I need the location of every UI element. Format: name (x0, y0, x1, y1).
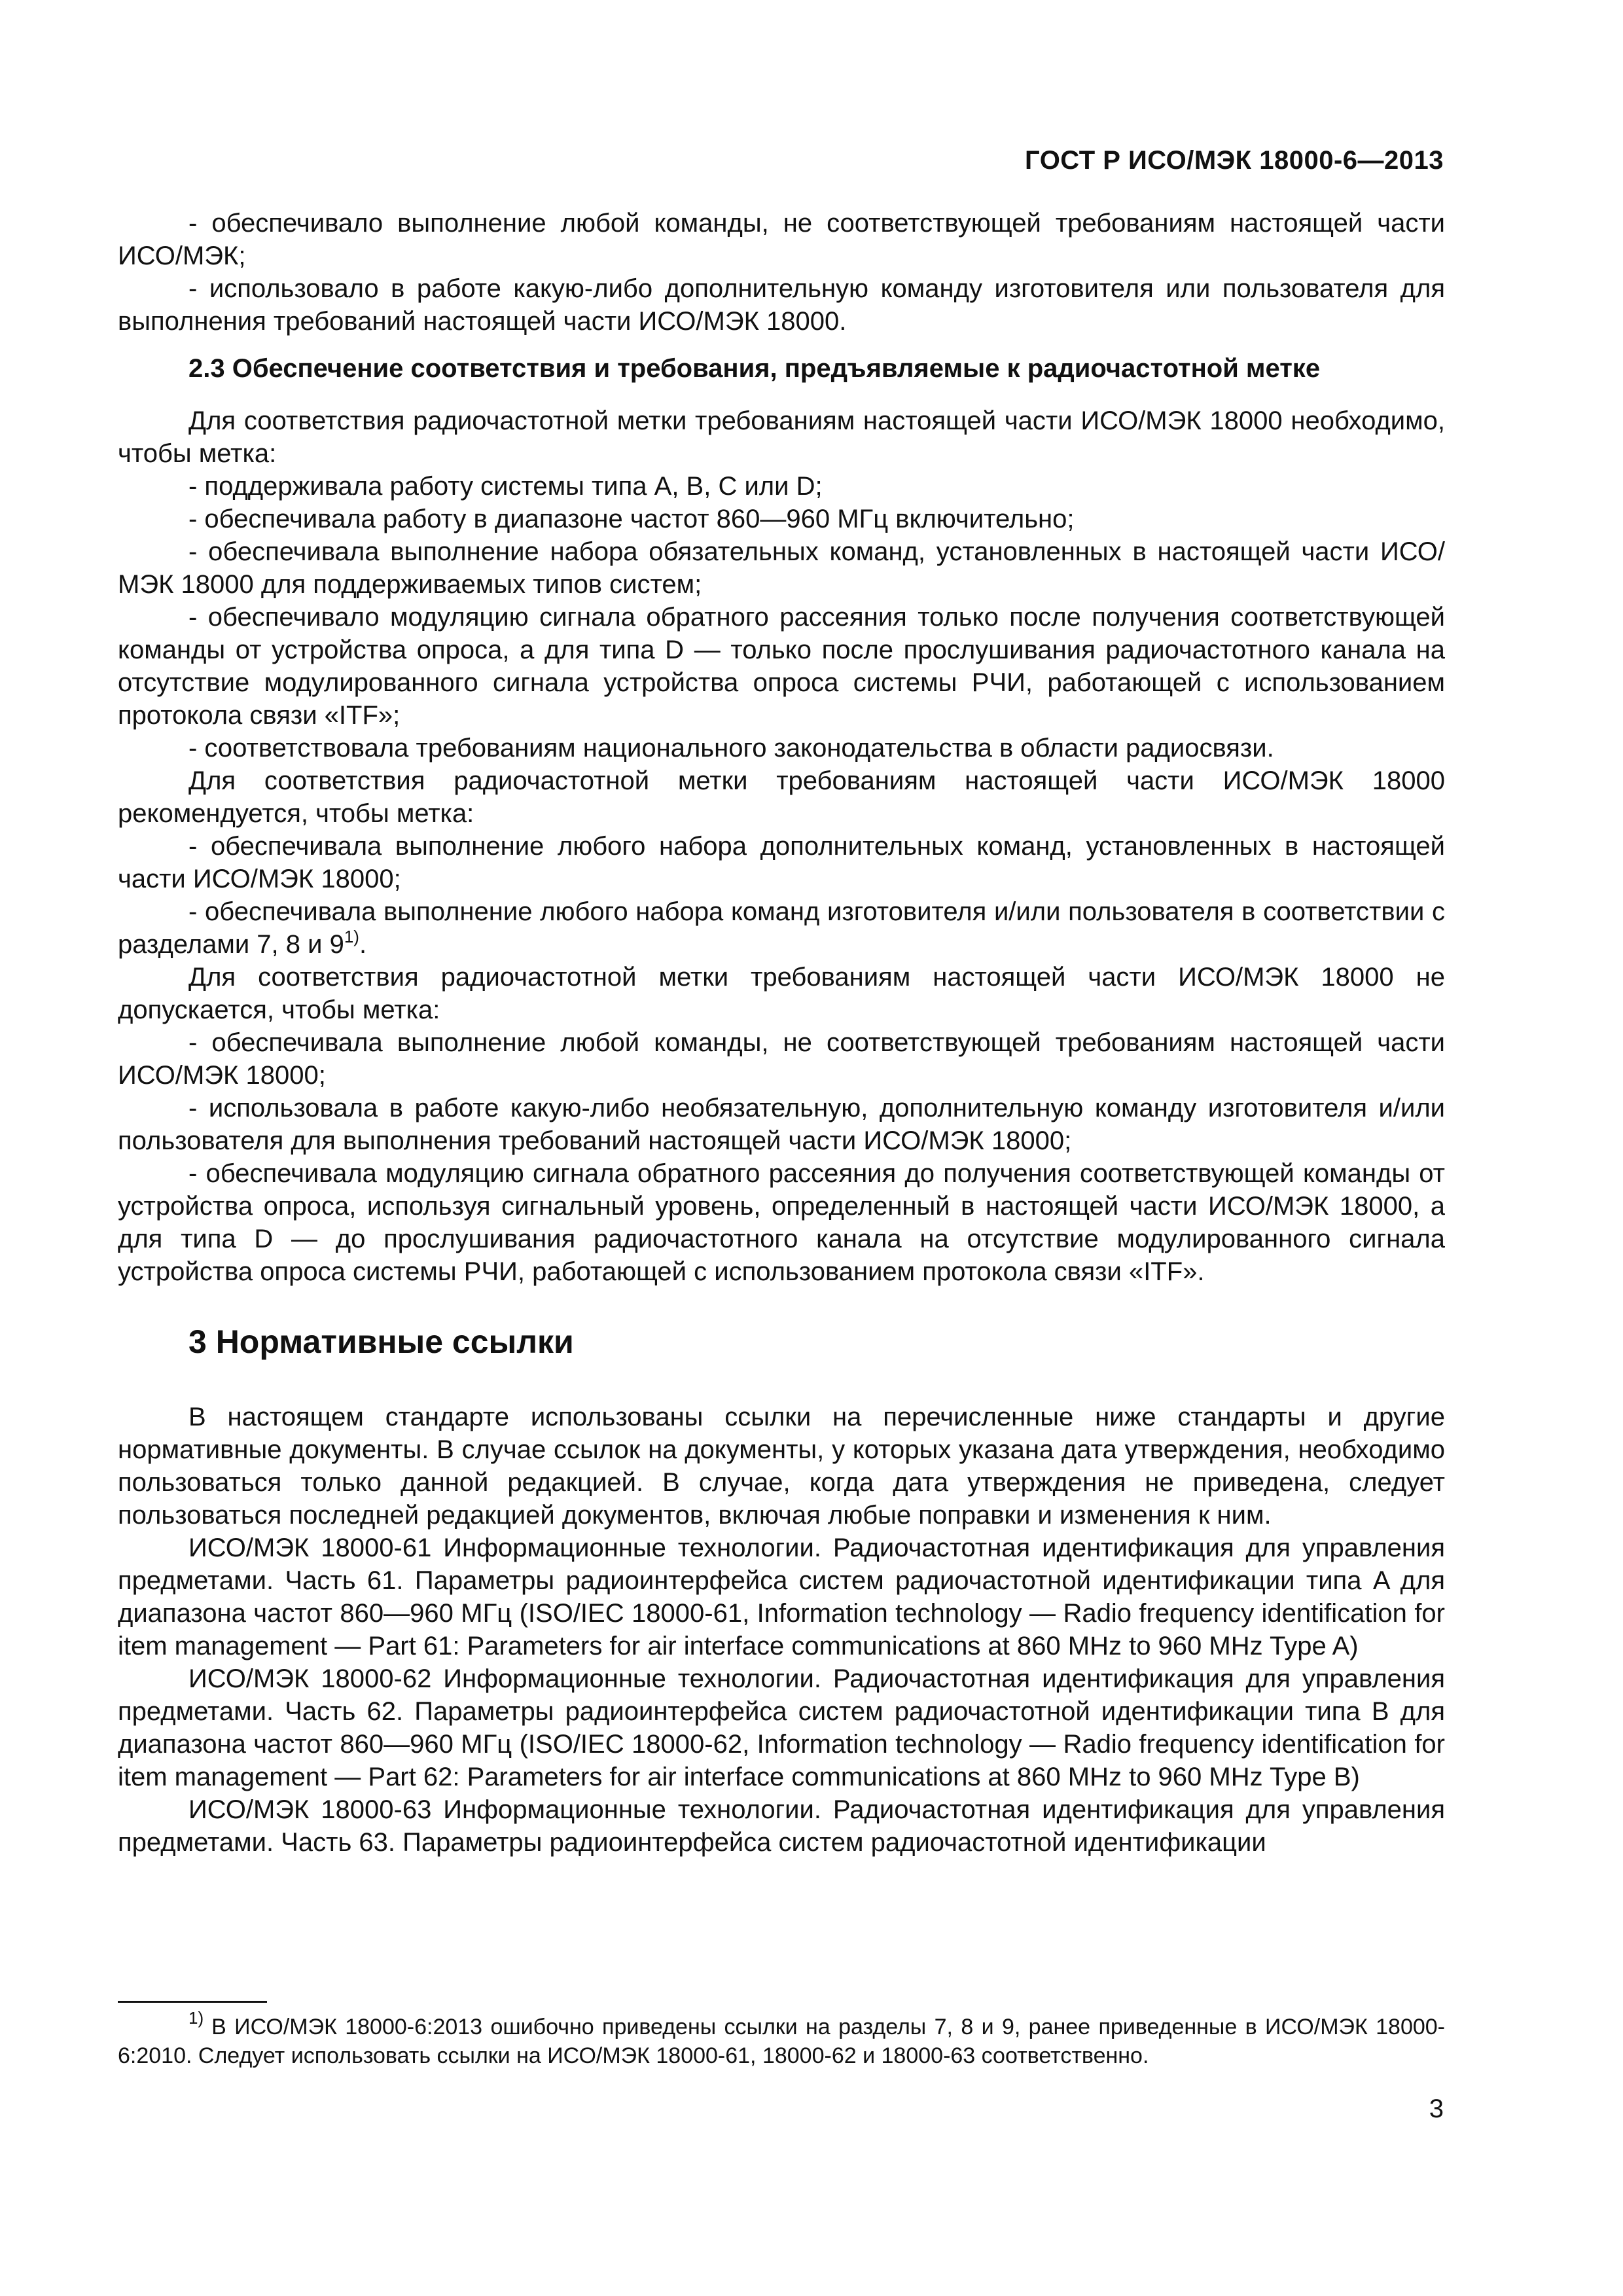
list-item: - обеспечивала выполнение любой команды, не соответствующей требованиям настоящей части ИСО/МЭК 18000; (118, 1028, 1445, 1090)
footnote-divider (118, 2001, 267, 2003)
list-item: - соответствовала требованиям национального законодательства в области радиосвязи. (188, 734, 1274, 762)
list-item-end: . (359, 930, 367, 959)
list-item: - обеспечивало выполнение любой команды, не соответствующей требованиям настоящей части ИСО/МЭК; (118, 209, 1445, 270)
list-item-with-footnote (118, 895, 1445, 961)
reference-entry: ИСО/МЭК 18000-61 Информационные технологии. Радиочастотная идентификация для управления предметами. Часть 61. Параметры радиоинтерфейса систем радиочастотной идентификации типа A для диапазона частот 860—960 МГц (ISO/IEC 18000-61, Information technology — Radio frequency identification for item management — Part 61: Parameters for air interface communications at 860 MHz to 960 MHz Type A) (118, 1534, 1445, 1660)
paragraph: Для соответствия радиочастотной метки требованиям настоящей части ИСО/МЭК 18000 не допускается, чтобы метка: (118, 963, 1445, 1024)
footnote: $^{1)}$ В ИСО/МЭК 18000-6:2013 ошибочно приведены ссылки на разделы 7, 8 и 9, ранее приведенные в ИСО/МЭК 18000-6:2010. Следует использовать ссылки на ИСО/МЭК 18000-61, 18000-62 и 18000-63 соответственно. (118, 2008, 1445, 2068)
reference-entry: ИСО/МЭК 18000-63 Информационные технологии. Радиочастотная идентификация для управления предметами. Часть 63. Параметры радиоинтерфейса систем радиочастотной идентификации (118, 1795, 1445, 1857)
section-heading: 3 Нормативные ссылки (188, 1323, 574, 1360)
reference-entry: ИСО/МЭК 18000-62 Информационные технологии. Радиочастотная идентификация для управления предметами. Часть 62. Параметры радиоинтерфейса систем радиочастотной идентификации типа B для диапазона частот 860—960 МГц (ISO/IEC 18000-62, Information technology — Radio frequency identification for item management — Part 62: Parameters for air interface communications at 860 MHz to 960 MHz Type B) (118, 1664, 1445, 1791)
list-item: - обеспечивало модуляцию сигнала обратного рассеяния только после получения соответствующей команды от устройства опроса, а для типа D — только после прослушивания радиочастотного канала на отсутствие модулированного сигнала устройства опроса системы РЧИ, работающей с использованием протокола связи «ITF»; (118, 603, 1445, 730)
paragraph: Для соответствия радиочастотной метки требованиям настоящей части ИСО/МЭК 18000 рекомендуется, чтобы метка: (118, 766, 1445, 828)
footnote-text: В ИСО/МЭК 18000-6:2013 ошибочно приведены ссылки на разделы 7, 8 и 9, ранее приведенные в ИСО/МЭК 18000-6:2010. Следует использовать ссылки на ИСО/МЭК 18000-61, 18000-62 и 18000-63 соответственно. (118, 2015, 1445, 2068)
footnote-reference[interactable]: 1) (344, 927, 359, 946)
paragraph: Для соответствия радиочастотной метки требованиям настоящей части ИСО/МЭК 18000 необходимо, чтобы метка: (118, 406, 1445, 468)
list-item-text: - обеспечивала выполнение любого набора команд изготовителя и/или пользователя в соответствии с разделами 7, 8 и 9 (118, 897, 1445, 959)
list-item: - обеспечивала выполнение набора обязательных команд, установленных в настоящей части ИСО/МЭК 18000 для поддерживаемых типов систем; (118, 537, 1445, 599)
list-item: - обеспечивала выполнение любого набора дополнительных команд, установленных в настоящей части ИСО/МЭК 18000; (118, 832, 1445, 893)
paragraph: В настоящем стандарте использованы ссылки на перечисленные ниже стандарты и другие нормативные документы. В случае ссылок на документы, у которых указана дата утверждения, необходимо пользоваться только данной редакцией. В случае, когда дата утверждения не приведена, следует пользоваться последней редакцией документов, включая любые поправки и изменения к ним. (118, 1403, 1445, 1530)
main-text (118, 207, 1445, 1859)
subsection-heading: 2.3 Обеспечение соответствия и требования, предъявляемые к радиочастотной метке (188, 354, 1321, 383)
standard-designation: ГОСТ Р ИСО/МЭК 18000-6—2013 (1025, 146, 1444, 175)
list-item: - поддерживала работу системы типа A, B, C или D; (188, 472, 823, 501)
page-number: 3 (1429, 2094, 1444, 2123)
list-item: - обеспечивала работу в диапазоне частот 860—960 МГц включительно; (188, 505, 1075, 533)
list-item: - использовало в работе какую-либо дополнительную команду изготовителя или пользователя для выполнения требований настоящей части ИСО/МЭК 18000. (118, 274, 1445, 336)
list-item: - использовала в работе какую-либо необязательную, дополнительную команду изготовителя и/или пользователя для выполнения требований настоящей части ИСО/МЭК 18000; (118, 1094, 1445, 1155)
list-item: - обеспечивала модуляцию сигнала обратного рассеяния до получения соответствующей команды от устройства опроса, используя сигнальный уровень, определенный в настоящей части ИСО/МЭК 18000, а для типа D — до прослушивания радиочастотного канала на отсутствие модулированного сигнала устройства опроса системы РЧИ, работающей с использованием протокола связи «ITF». (118, 1159, 1445, 1286)
